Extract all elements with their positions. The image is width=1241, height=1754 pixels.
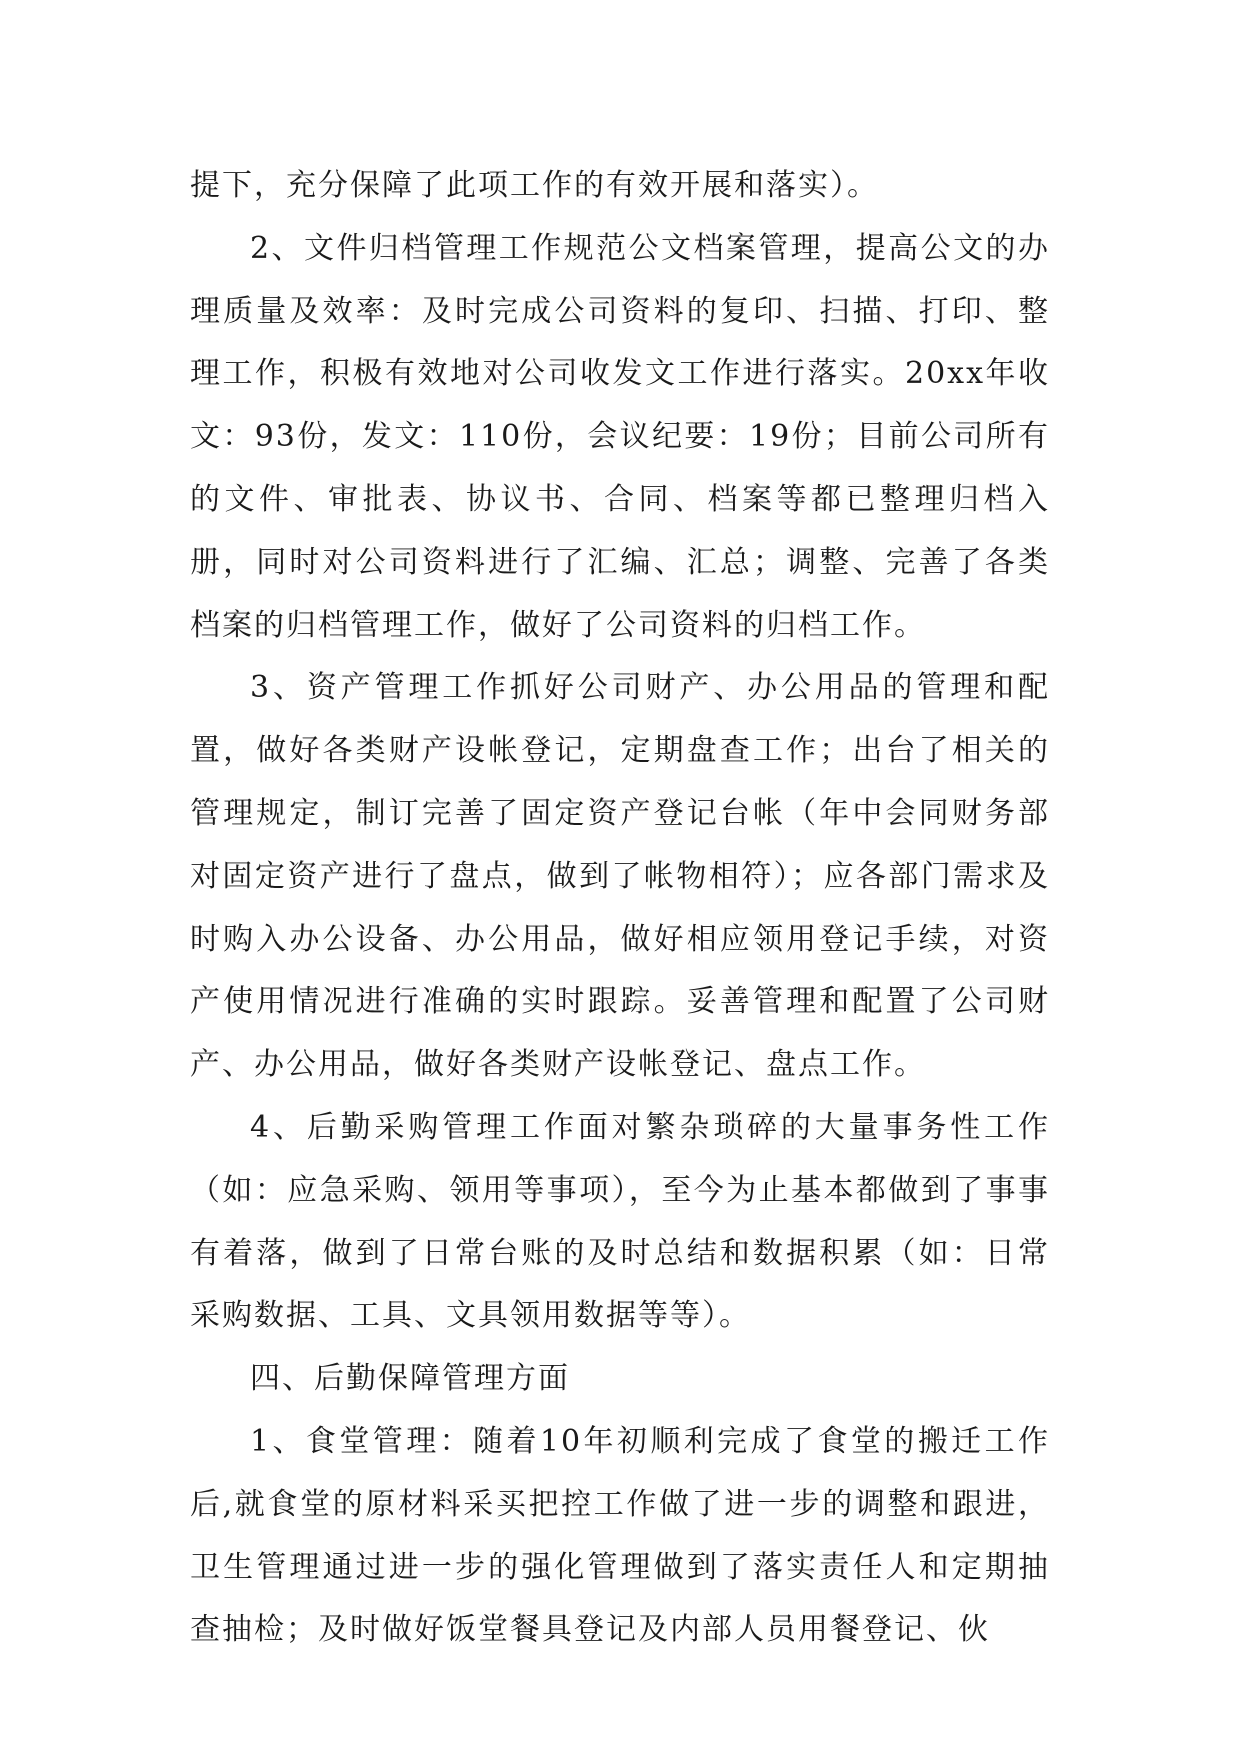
paragraph-asset-management: 3、资产管理工作抓好公司财产、办公用品的管理和配置，做好各类财产设帐登记，定期盘查工作；出台了相关的管理规定，制订完善了固定资产登记台帐（年中会同财务部对固定资产进行了盘点，做到了帐物相符）；应各部门需求及时购入办公设备、办公用品，做好相应领用登记手续，对资产使用情况进行准确的实时跟踪。妥善管理和配置了公司财产、办公用品，做好各类财产设帐登记、盘点工作。 [190, 670, 1050, 1083]
paragraph-procurement: 4、后勤采购管理工作面对繁杂琐碎的大量事务性工作（如：应急采购、领用等事项），至今为止基本都做到了事事有着落，做到了日常台账的及时总结和数据积累（如：日常采购数据、工具、文具领用数据等等）。 [190, 1109, 1050, 1334]
paragraph-canteen: 1、食堂管理：随着10年初顺利完成了食堂的搬迁工作后,就食堂的原材料采买把控工作做了进一步的调整和跟进，卫生管理通过进一步的强化管理做到了落实责任人和定期抽查抽检；及时做好饭堂餐具登记及内部人员用餐登记、伙 [190, 1423, 1050, 1648]
paragraph-continuation: 提下，充分保障了此项工作的有效开展和落实）。 [190, 168, 879, 203]
paragraph-file-archiving: 2、文件归档管理工作规范公文档案管理，提高公文的办理质量及效率：及时完成公司资料的复印、扫描、打印、整理工作，积极有效地对公司收发文工作进行落实。20xx年收文：93份，发文：110份，会议纪要：19份；目前公司所有的文件、审批表、协议书、合同、档案等都已整理归档入册，同时对公司资料进行了汇编、汇总；调整、完善了各类档案的归档管理工作，做好了公司资料的归档工作。 [190, 230, 1050, 643]
section-heading-logistics: 四、后勤保障管理方面 [250, 1361, 570, 1397]
body-text [190, 155, 1050, 1662]
